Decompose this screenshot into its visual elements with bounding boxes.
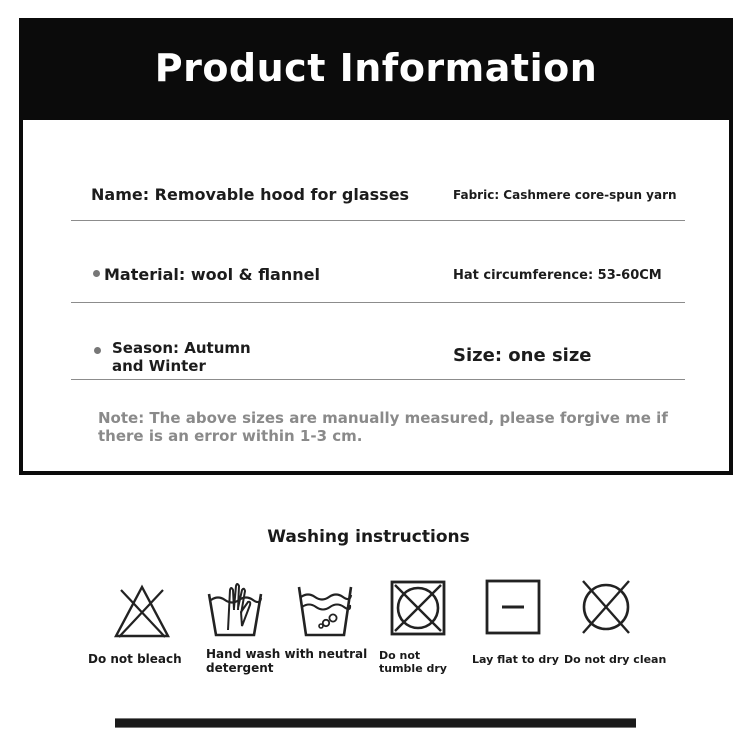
do-not-bleach-label: Do not bleach [88, 652, 182, 666]
size-field: Size: one size [453, 345, 592, 366]
bullet-icon [94, 347, 101, 354]
page-title: Product Information [154, 46, 598, 90]
lay-flat-to-dry-label: Lay flat to dry [472, 653, 559, 666]
bottom-divider-bar [115, 718, 636, 728]
wash-basin-icon [296, 583, 354, 639]
name-field: Name: Removable hood for glasses [91, 185, 410, 204]
season-line-2: and Winter [112, 357, 206, 375]
product-info-panel [19, 18, 733, 475]
hand-wash-icon [206, 580, 264, 638]
hand-wash-label [206, 647, 367, 675]
material-field: Material: wool & flannel [104, 265, 320, 284]
lay-flat-to-dry-icon [485, 579, 541, 635]
do-not-dry-clean-label: Do not dry clean [564, 653, 667, 666]
do-not-bleach-icon [113, 584, 171, 640]
hand-wash-label-line-2: detergent [206, 661, 274, 675]
fabric-field: Fabric: Cashmere core-spun yarn [453, 188, 677, 202]
divider [71, 379, 685, 380]
season-field [112, 339, 251, 375]
washing-title: Washing instructions [267, 527, 470, 547]
bullet-icon [93, 270, 100, 277]
header-bar [23, 22, 729, 120]
season-line-1: Season: Autumn [112, 339, 251, 357]
hand-wash-label-line-1: Hand wash with neutral [206, 647, 368, 661]
tumble-dry-label-line-2: tumble dry [379, 662, 447, 675]
do-not-tumble-dry-icon [390, 580, 446, 636]
divider [71, 302, 685, 303]
do-not-tumble-dry-label [379, 649, 447, 675]
hat-circumference-field: Hat circumference: 53-60CM [453, 268, 662, 283]
tumble-dry-label-line-1: Do not [379, 649, 421, 662]
size-note: Note: The above sizes are manually measured, please forgive me if there is an error within 1-3 cm. [98, 409, 668, 445]
divider [71, 220, 685, 221]
do-not-dry-clean-icon [578, 578, 634, 636]
